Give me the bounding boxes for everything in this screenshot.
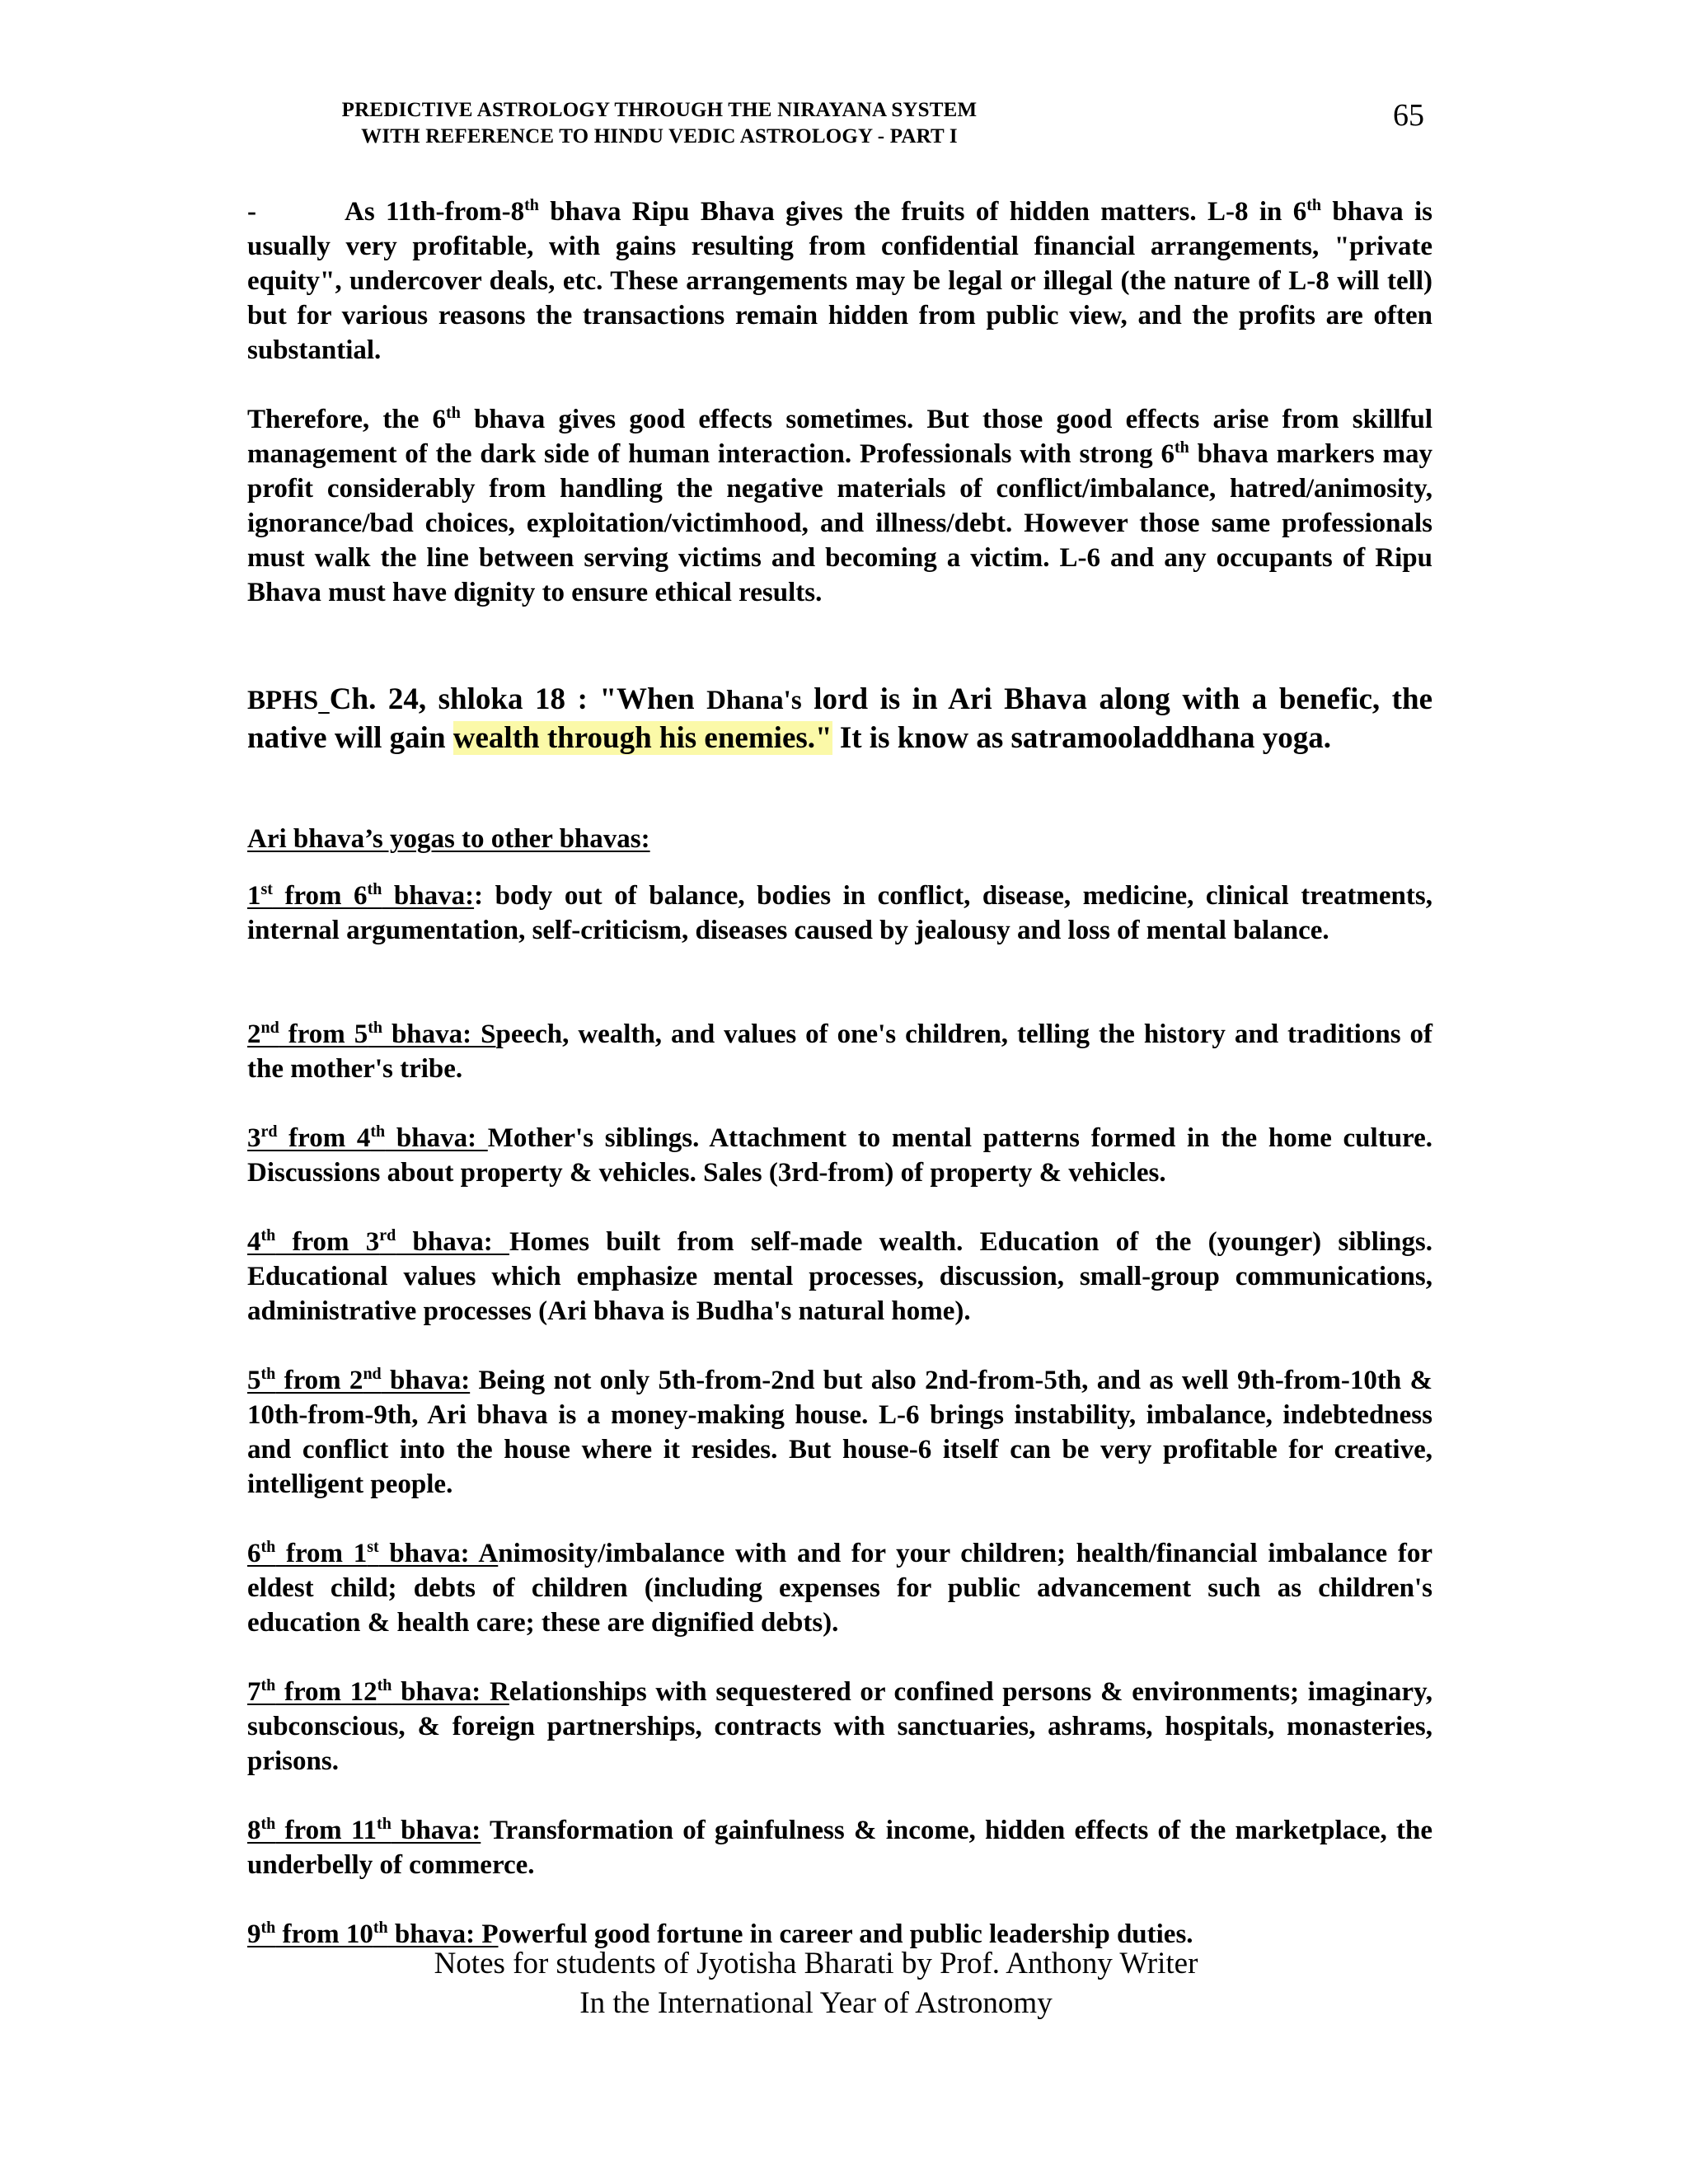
yoga-item-description: Transformation of gainfulness & income, hidden effects of the marketplace, the underbelly of commerce. xyxy=(247,1816,1432,1880)
yoga-item xyxy=(247,1121,1432,1190)
yoga-item-from-suffix: st xyxy=(367,1538,379,1556)
paragraph-hidden-matters xyxy=(247,194,1432,368)
yoga-item xyxy=(247,1363,1432,1502)
yoga-item-description: : body out of balance, bodies in conflict, disease, medicine, clinical treatments, internal argumentation, self-criticism, diseases caused by jealousy and loss of mental balance. xyxy=(247,881,1432,945)
yoga-item-ordinal: 8 xyxy=(247,1816,261,1845)
yoga-item-ordinal-suffix: th xyxy=(260,1365,276,1383)
yoga-item-description: Homes built from self-made wealth. Education of the (younger) siblings. Educational values which emphasize mental processes, discussion, small-group communications, administrative processes (Ari bhava is Budha's natural home). xyxy=(247,1227,1433,1326)
yoga-item-bhava: bhava: xyxy=(391,1816,481,1845)
yoga-item-description: elationships with sequestered or confined persons & environments; imaginary, subconscious, & foreign partnerships, contracts with sanctuaries, ashrams, hospitals, monasteries, prisons. xyxy=(247,1677,1432,1776)
p1-text-1: As 11th-from-8 xyxy=(345,197,525,227)
yoga-item-from-suffix: nd xyxy=(363,1365,382,1383)
shloka-text-2: lord is in Ari Bhava along with a benefic, the native will gain xyxy=(247,682,1433,755)
yoga-item-bhava: bhava: xyxy=(396,1227,509,1257)
yoga-item-label xyxy=(247,1816,481,1845)
yoga-item-description: Mother's siblings. Attachment to mental patterns formed in the home culture. Discussions about property & vehicles. Sales (3rd-from) of property & vehicles. xyxy=(247,1123,1432,1188)
yoga-item-from: from 2 xyxy=(275,1366,363,1395)
running-header xyxy=(0,97,1319,150)
yoga-item-from-suffix: th xyxy=(377,1815,392,1833)
yoga-item-ordinal-suffix: th xyxy=(260,1919,276,1937)
yoga-item xyxy=(247,1675,1432,1779)
section-heading: Ari bhava’s yogas to other bhavas: xyxy=(247,824,650,854)
yoga-item-label xyxy=(247,1227,509,1257)
p2-sup-2: th xyxy=(1174,438,1189,457)
p2-text-1: Therefore, the 6 xyxy=(247,405,447,434)
yoga-item-label xyxy=(247,1539,498,1568)
yoga-item-bhava: bhava: P xyxy=(387,1919,499,1949)
yoga-item-bhava: bhava: R xyxy=(392,1677,509,1707)
yoga-item-from: from 1 xyxy=(275,1539,368,1568)
yoga-item-description: owerful good fortune in career and public leadership duties. xyxy=(498,1919,1193,1949)
yoga-item-ordinal-suffix: st xyxy=(260,880,273,898)
yoga-item xyxy=(247,1017,1432,1086)
yoga-item-from-suffix: th xyxy=(370,1122,386,1141)
p2-sup-1: th xyxy=(446,404,461,422)
bullet-dash: - xyxy=(247,197,256,227)
yoga-item-ordinal-suffix: th xyxy=(260,1538,276,1556)
yoga-item-bhava: bhava: xyxy=(381,1366,471,1395)
shloka-source-underline xyxy=(318,686,330,715)
footer-line2: In the International Year of Astronomy xyxy=(579,1986,1053,2020)
yoga-item-description: Being not only 5th-from-2nd but also 2nd-from-5th, and as well 9th-from-10th & 10th-from-9th, Ari bhava is a money-making house. L-6 brings instability, imbalance, indebtedness and conflict into the house where it resides. But house-6 itself can be very profitable for creative, intelligent people. xyxy=(247,1366,1432,1499)
yoga-item-label xyxy=(247,1366,470,1395)
shloka-source: BPHS xyxy=(247,686,319,715)
yoga-item-label xyxy=(247,881,474,911)
yoga-item-from-suffix: th xyxy=(377,1676,392,1694)
yoga-item-bhava: bhava: A xyxy=(378,1539,499,1568)
yoga-item-from-suffix: th xyxy=(368,1019,382,1037)
yoga-item-ordinal: 3 xyxy=(247,1123,261,1153)
yoga-item-from: from 12 xyxy=(275,1677,377,1707)
yoga-item-from: from 4 xyxy=(277,1123,371,1153)
p1-text-2: bhava Ripu Bhava gives the fruits of hidden matters. L-8 in 6 xyxy=(538,197,1307,227)
yoga-item-label xyxy=(247,1019,495,1049)
yoga-item-from: from 6 xyxy=(272,881,368,911)
yoga-item xyxy=(247,879,1432,948)
yoga-item-from-suffix: rd xyxy=(379,1226,396,1244)
yoga-item-ordinal-suffix: th xyxy=(260,1815,276,1833)
yoga-item-ordinal: 4 xyxy=(247,1227,261,1257)
yoga-item-ordinal-suffix: nd xyxy=(260,1019,279,1037)
yoga-item-from: from 3 xyxy=(275,1227,380,1257)
yoga-item-bhava: bhava: xyxy=(385,1123,488,1153)
yoga-item-from: from 11 xyxy=(275,1816,377,1845)
yoga-item-description: peech, wealth, and values of one's children, telling the history and traditions of the mother's tribe. xyxy=(247,1019,1432,1084)
header-title-line2: WITH REFERENCE TO HINDU VEDIC ASTROLOGY - PART I xyxy=(361,125,958,148)
p2-text-3: bhava markers may profit considerably from handling the negative materials of conflict/imbalance, hatred/animosity, ignorance/bad choices, exploitation/victimhood, and illness/debt. However those same professionals must walk the line between serving victims and becoming a victim. L-6 and any occupants of Ripu Bhava must have dignity to ensure ethical results. xyxy=(247,439,1432,607)
yoga-item-bhava: bhava: S xyxy=(382,1019,496,1049)
yoga-item-ordinal: 1 xyxy=(247,881,261,911)
yoga-item-ordinal: 5 xyxy=(247,1366,261,1395)
yoga-item-ordinal-suffix: th xyxy=(260,1226,276,1244)
yoga-item-ordinal-suffix: rd xyxy=(260,1122,278,1141)
paragraph-good-effects xyxy=(247,402,1432,610)
yoga-item-ordinal: 7 xyxy=(247,1677,261,1707)
yoga-item-label xyxy=(247,1123,488,1153)
p1-text-3: bhava is usually very profitable, with gains resulting from confidential financial arrangements, "private equity", undercover deals, etc. These arrangements may be legal or illegal (the nature of L-8 will tell) but for various reasons the transactions remain hidden from public view, and the profits are often substantial. xyxy=(247,197,1433,365)
bphs-shloka-quote xyxy=(247,681,1432,757)
p2-text-2: bhava gives good effects sometimes. But those good effects arise from skillful management of the dark side of human interaction. Professionals with strong 6 xyxy=(247,405,1433,469)
p1-sup-2: th xyxy=(1306,196,1322,214)
yoga-item xyxy=(247,1813,1432,1882)
yoga-item-description: nimosity/imbalance with and for your children; health/financial imbalance for eldest child; debts of children (including expenses for public advancement such as children's education & health care; these are dignified debts). xyxy=(247,1539,1433,1638)
footer-line1: Notes for students of Jyotisha Bharati by Prof. Anthony Writer xyxy=(434,1947,1198,1980)
shloka-text-dhana: Dhana's xyxy=(706,686,802,715)
yoga-item-ordinal: 6 xyxy=(247,1539,261,1568)
highlighted-phrase: wealth through his enemies." xyxy=(452,721,832,755)
yoga-item-ordinal: 2 xyxy=(247,1019,261,1049)
yoga-item xyxy=(247,1225,1432,1329)
shloka-text-1: Ch. 24, shloka 18 : "When xyxy=(329,682,707,716)
yoga-item-from-suffix: th xyxy=(373,1919,388,1937)
yoga-item-ordinal-suffix: th xyxy=(260,1676,276,1694)
yoga-item-from: from 5 xyxy=(279,1019,368,1049)
yoga-item-from: from 10 xyxy=(275,1919,373,1949)
footer xyxy=(247,1944,1385,2023)
yoga-item-label xyxy=(247,1677,509,1707)
yoga-item-bhava: bhava: xyxy=(382,881,475,911)
shloka-text-3: It is know as satramooladdhana yoga. xyxy=(832,721,1332,755)
yoga-item xyxy=(247,1536,1432,1640)
page-number: 65 xyxy=(1393,98,1424,133)
header-title-line1: PREDICTIVE ASTROLOGY THROUGH THE NIRAYANA SYSTEM xyxy=(341,99,978,121)
yoga-item-from-suffix: th xyxy=(367,880,382,898)
p1-sup-1: th xyxy=(524,196,539,214)
yoga-item-ordinal: 9 xyxy=(247,1919,261,1949)
